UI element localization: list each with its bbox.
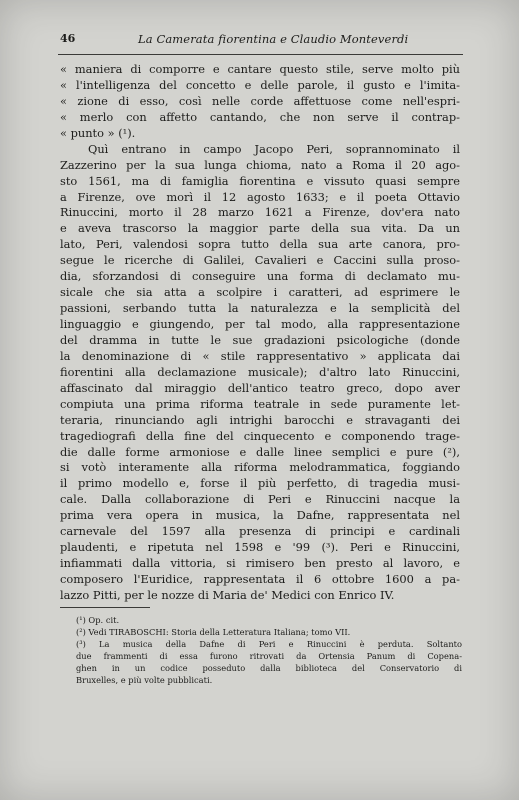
- body-line: il primo modello e, forse il più perfetto, di tragedia musi-: [60, 476, 460, 491]
- body-line: prima vera opera in musica, la Dafne, rappresentata nel: [60, 508, 460, 523]
- body-line: a Firenze, ove morì il 12 agosto 1633; e il poeta Ottavio: [60, 189, 460, 204]
- body-line: e aveva trascorso la maggior parte della sua vita. Da un: [60, 221, 460, 236]
- body-line: segue le ricerche di Galilei, Cavalieri e Caccini sulla proso-: [60, 253, 460, 268]
- body-line: die dalle forme armoniose e dalle linee semplici e pure (²),: [60, 444, 460, 459]
- running-title: La Camerata fiorentina e Claudio Monteverdi: [138, 32, 409, 46]
- footnote-line: (³) La musica della Dafne di Peri e Rinuccini è perduta. Soltanto: [76, 639, 462, 650]
- body-line: del dramma in tutte le sue gradazioni psicologiche (donde: [60, 332, 460, 347]
- page-number: 46: [60, 32, 76, 45]
- body-line: tragediografi della fine del cinquecento e componendo trage-: [60, 428, 460, 443]
- body-line: lato, Peri, valendosi sopra tutto della sua arte canora, pro-: [60, 237, 460, 252]
- body-line: cale. Dalla collaborazione di Peri e Rinuccini nacque la: [60, 492, 460, 507]
- header-rule: [58, 54, 463, 55]
- body-line: si votò interamente alla riforma melodrammatica, foggiando: [60, 460, 460, 475]
- body-line: « merlo con affetto cantando, che non serve il contrap-: [60, 109, 460, 124]
- body-line: infiammati dalla vittoria, si rimisero ben presto al lavoro, e: [60, 556, 460, 571]
- body-line: compiuta una prima riforma teatrale in sede puramente let-: [60, 396, 460, 411]
- body-line: affascinato dal miraggio dell'antico teatro greco, dopo aver: [60, 380, 460, 395]
- footnote-rule: [60, 607, 150, 608]
- footnotes: [76, 614, 462, 687]
- body-line: composero l'Euridice, rappresentata il 6 ottobre 1600 a pa-: [60, 572, 460, 586]
- body-line: la denominazione di « stile rappresentativo » applicata dai: [60, 348, 460, 363]
- body-line: sicale che sia atta a scolpire i caratteri, ad esprimere le: [60, 285, 460, 300]
- page-header: [58, 30, 463, 48]
- footnote-line: Bruxelles, e più volte pubblicati.: [76, 675, 213, 686]
- body-line: « punto » (¹).: [60, 125, 136, 140]
- body-text: [60, 62, 460, 604]
- body-line: carnevale del 1597 alla presenza di principi e cardinali: [60, 524, 460, 539]
- body-line: linguaggio e giungendo, per tal modo, alla rappresentazione: [60, 317, 460, 331]
- footnote-line: (²) Vedi TIRABOSCHI: Storia della Letteratura Italiana; tomo VII.: [76, 627, 351, 638]
- body-line: Zazzerino per la sua lunga chioma, nato a Roma il 20 ago-: [60, 157, 460, 172]
- body-line: « maniera di comporre e cantare questo stile, serve molto più: [60, 62, 460, 76]
- footnote-line: due frammenti di essa furono ritrovati da Ortensia Panum di Copena-: [76, 651, 462, 662]
- body-line: lazzo Pitti, per le nozze di Maria de' Medici con Enrico IV.: [60, 587, 395, 602]
- body-line: « l'intelligenza del concetto e delle parole, il gusto e l'imita-: [60, 77, 460, 92]
- footnote-line: (¹) Op. cit.: [76, 615, 120, 625]
- body-line: passioni, serbando tutta la naturalezza e la semplicità del: [60, 301, 460, 316]
- body-line: Quì entrano in campo Jacopo Peri, soprannominato il: [88, 141, 460, 156]
- body-line: plaudenti, e ripetuta nel 1598 e '99 (³). Peri e Rinuccini,: [60, 540, 460, 555]
- body-line: Rinuccini, morto il 28 marzo 1621 a Firenze, dov'era nato: [60, 205, 460, 220]
- body-line: fiorentini alla declamazione musicale); d'altro lato Rinuccini,: [60, 364, 460, 379]
- body-line: sto 1561, ma di famiglia fiorentina e vissuto quasi sempre: [60, 173, 460, 188]
- body-line: dia, sforzandosi di conseguire una forma di declamato mu-: [60, 269, 460, 284]
- body-line: « zione di esso, così nelle corde affettuose come nell'espri-: [60, 93, 460, 108]
- body-line: teraria, rinunciando agli intrighi barocchi e stravaganti dei: [60, 412, 460, 427]
- footnote-line: ghen in un codice posseduto dalla biblioteca del Conservatorio di: [76, 663, 462, 674]
